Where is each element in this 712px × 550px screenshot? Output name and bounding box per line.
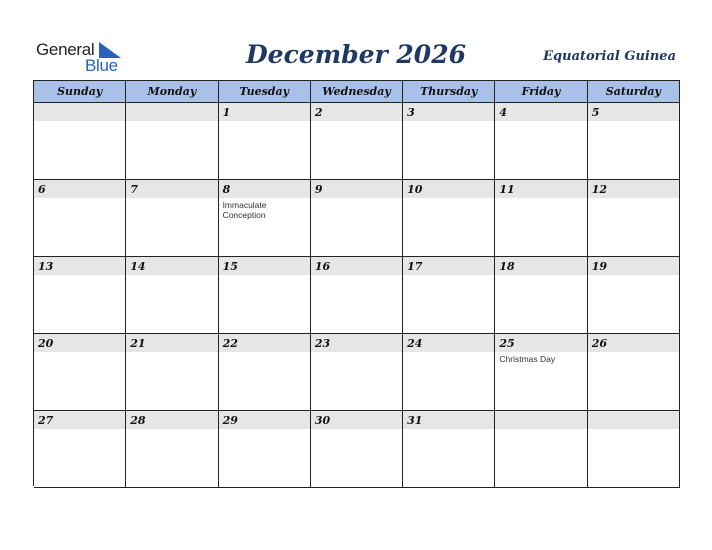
- day-cell: [126, 180, 218, 257]
- day-number: 31: [403, 411, 494, 429]
- day-number: 20: [34, 334, 125, 352]
- day-cell: [588, 103, 680, 180]
- day-cell: [495, 257, 587, 334]
- day-cell: [495, 103, 587, 180]
- day-number: 18: [495, 257, 586, 275]
- day-number: [34, 103, 125, 121]
- day-cell: [34, 103, 126, 180]
- day-cell: [495, 411, 587, 488]
- day-number: 27: [34, 411, 125, 429]
- day-number: 3: [403, 103, 494, 121]
- weekday-header: Thursday: [403, 81, 495, 103]
- day-cell: [588, 411, 680, 488]
- day-number: 4: [495, 103, 586, 121]
- day-cell: [126, 334, 218, 411]
- day-number: 30: [311, 411, 402, 429]
- week-row: [34, 103, 680, 180]
- day-cell: [34, 411, 126, 488]
- day-number: 29: [219, 411, 310, 429]
- day-number: 9: [311, 180, 402, 198]
- day-cell: [219, 411, 311, 488]
- weekday-header: Tuesday: [219, 81, 311, 103]
- day-cell: [219, 334, 311, 411]
- day-number: 28: [126, 411, 217, 429]
- weekday-header: Sunday: [34, 81, 126, 103]
- day-number: 7: [126, 180, 217, 198]
- logo-blue-text: Blue: [85, 56, 118, 75]
- weekday-header-row: [34, 81, 680, 103]
- logo-general-text: General: [36, 40, 95, 59]
- day-number: 6: [34, 180, 125, 198]
- day-cell: [34, 180, 126, 257]
- day-cell: [311, 103, 403, 180]
- day-number: 8: [219, 180, 310, 198]
- day-cell: [311, 334, 403, 411]
- week-row: [34, 334, 680, 411]
- week-row: [34, 411, 680, 488]
- weekday-header: Friday: [495, 81, 587, 103]
- day-cell: [311, 411, 403, 488]
- day-number: [495, 411, 586, 429]
- calendar-grid: [33, 80, 680, 486]
- day-number: 1: [219, 103, 310, 121]
- week-row: [34, 257, 680, 334]
- day-cell: [495, 180, 587, 257]
- day-cell: [34, 257, 126, 334]
- day-cell: [311, 257, 403, 334]
- holiday-label: Immaculate Conception: [222, 200, 267, 220]
- day-cell: [311, 180, 403, 257]
- day-number: 14: [126, 257, 217, 275]
- day-number: 13: [34, 257, 125, 275]
- day-number: 22: [219, 334, 310, 352]
- day-cell: [403, 180, 495, 257]
- day-cell: [219, 103, 311, 180]
- day-number: 11: [495, 180, 586, 198]
- day-cell: [219, 257, 311, 334]
- day-cell: [34, 334, 126, 411]
- weekday-header: Monday: [126, 81, 218, 103]
- weekday-header: Saturday: [588, 81, 680, 103]
- weekday-header: Wednesday: [311, 81, 403, 103]
- day-cell: [126, 103, 218, 180]
- day-cell: [403, 334, 495, 411]
- day-number: 15: [219, 257, 310, 275]
- day-number: 10: [403, 180, 494, 198]
- day-cell: [588, 334, 680, 411]
- day-cell: [219, 180, 311, 257]
- day-number: 24: [403, 334, 494, 352]
- holiday-label: Christmas Day: [499, 354, 556, 364]
- day-number: 25: [495, 334, 586, 352]
- day-number: 19: [588, 257, 679, 275]
- day-cell: [126, 411, 218, 488]
- day-number: [126, 103, 217, 121]
- day-cell: [588, 257, 680, 334]
- day-cell: [403, 103, 495, 180]
- week-row: [34, 180, 680, 257]
- day-number: 21: [126, 334, 217, 352]
- day-cell: [495, 334, 587, 411]
- day-number: 17: [403, 257, 494, 275]
- day-number: 5: [588, 103, 679, 121]
- day-number: 2: [311, 103, 402, 121]
- country-name: Equatorial Guinea: [543, 49, 676, 64]
- day-number: 23: [311, 334, 402, 352]
- day-number: 12: [588, 180, 679, 198]
- day-cell: [126, 257, 218, 334]
- day-cell: [403, 411, 495, 488]
- day-cell: [588, 180, 680, 257]
- day-number: 16: [311, 257, 402, 275]
- day-number: 26: [588, 334, 679, 352]
- page-title: December 2026: [245, 40, 466, 69]
- day-number: [588, 411, 679, 429]
- day-cell: [403, 257, 495, 334]
